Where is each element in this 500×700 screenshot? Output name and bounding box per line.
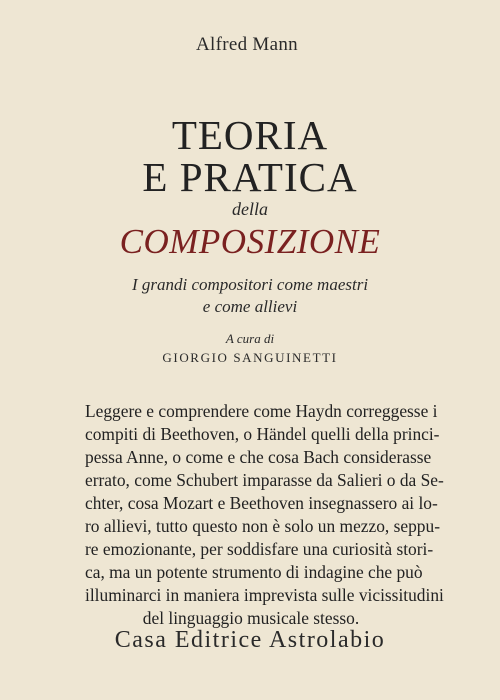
editor-label: A cura di xyxy=(225,331,275,346)
subtitle-line-2: e come allievi xyxy=(202,297,298,316)
blurb-line: errato, come Schubert imparasse da Salieri o da Se- xyxy=(85,470,444,490)
blurb-line: del linguaggio musicale stesso. xyxy=(142,608,360,628)
blurb-line: Leggere e comprendere come Haydn correggesse i xyxy=(85,401,438,421)
blurb-line: pessa Anne, o come e che cosa Bach considerasse xyxy=(85,447,432,467)
editor-name: GIORGIO SANGUINETTI xyxy=(162,350,338,365)
title-line-2: E PRATICA xyxy=(142,154,358,200)
title-main: COMPOSIZIONE xyxy=(119,222,381,261)
blurb-line: compiti di Beethoven, o Händel quelli della princi- xyxy=(85,424,440,444)
title-line-1: TEORIA xyxy=(171,112,329,158)
blurb-line: ro allievi, tutto questo non è solo un mezzo, seppu- xyxy=(85,516,440,536)
blurb-line: chter, cosa Mozart e Beethoven insegnassero ai lo- xyxy=(85,493,438,513)
blurb-line: ca, ma un potente strumento di indagine che può xyxy=(85,562,423,582)
blurb-line: re emozionante, per soddisfare una curiosità stori- xyxy=(85,539,434,559)
title-connector: della xyxy=(232,199,268,219)
subtitle-line-1: I grandi compositori come maestri xyxy=(131,275,369,294)
back-blurb xyxy=(85,400,444,630)
blurb-line: illuminarci in maniera imprevista sulle vicissitudini xyxy=(85,585,444,605)
publisher-name: Casa Editrice Astrolabio xyxy=(114,627,386,653)
author-name: Alfred Mann xyxy=(196,34,298,55)
